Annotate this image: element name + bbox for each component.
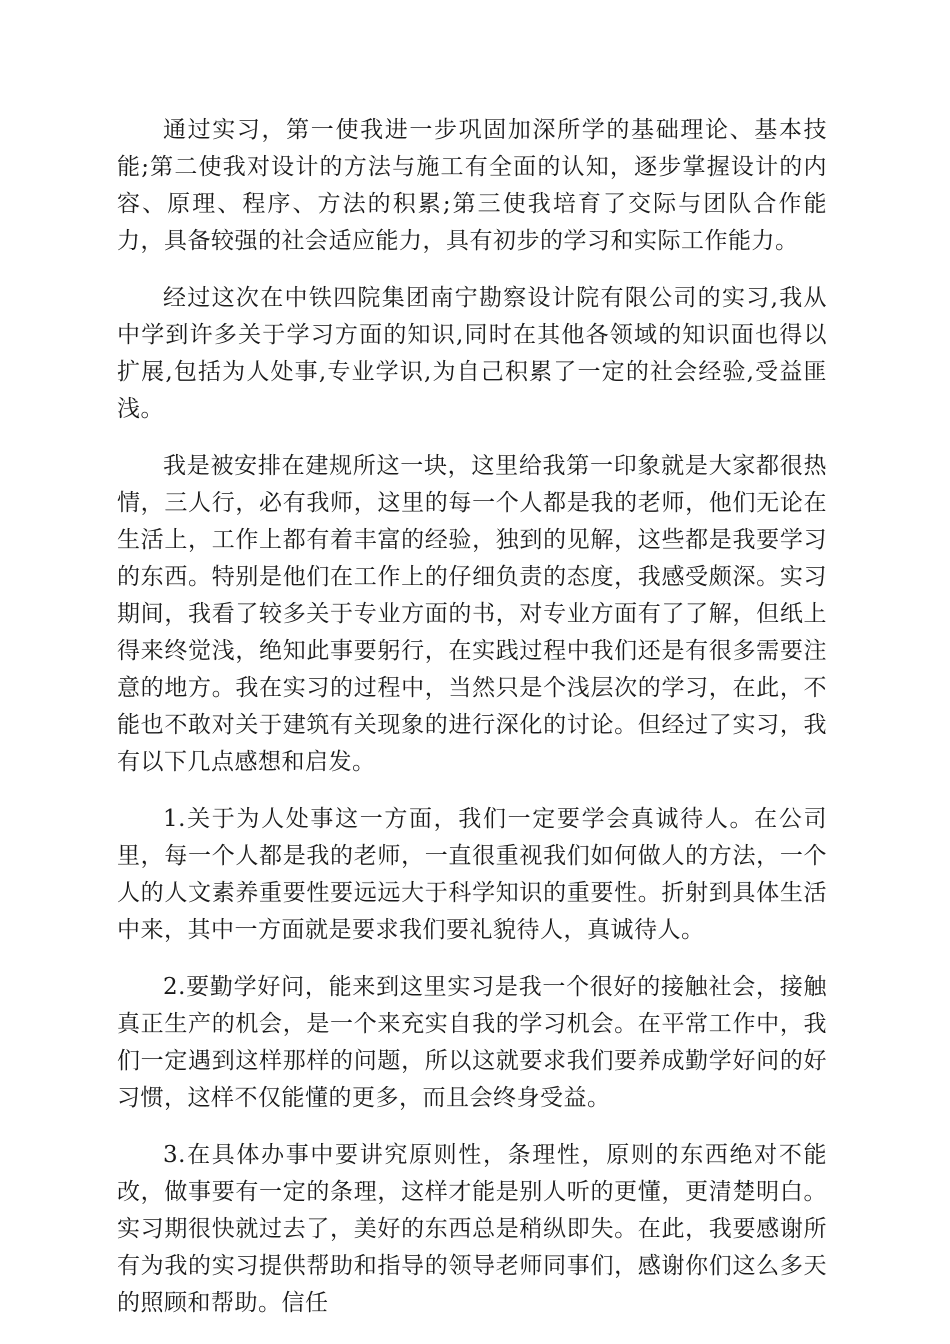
paragraph-5: 2.要勤学好问，能来到这里实习是我一个很好的接触社会，接触真正生产的机会，是一个来充实自我的学习机会。在平常工作中，我们一定遇到这样那样的问题，所以这就要求我们要养成勤学好问的好习惯，这样不仅能懂的更多，而且会终身受益。: [117, 974, 827, 1111]
paragraph-3: 我是被安排在建规所这一块，这里给我第一印象就是大家都很热情，三人行，必有我师，这里的每一个人都是我的老师，他们无论在生活上，工作上都有着丰富的经验，独到的见解，这些都是我要学习的东西。特别是他们在工作上的仔细负责的态度，我感受颇深。实习期间，我看了较多关于专业方面的书，对专业方面有了了解，但纸上得来终觉浅，绝知此事要躬行，在实践过程中我们还是有很多需要注意的地方。我在实习的过程中，当然只是个浅层次的学习，在此，不能也不敢对关于建筑有关现象的进行深化的讨论。但经过了实习，我有以下几点感想和启发。: [117, 453, 827, 775]
paragraph-2: 经过这次在中铁四院集团南宁勘察设计院有限公司的实习,我从中学到许多关于学习方面的知识,同时在其他各领域的知识面也得以扩展,包括为人处事,专业学识,为自己积累了一定的社会经验,受益匪浅。: [117, 285, 827, 422]
document-page: [117, 112, 827, 1342]
paragraph-6: 3.在具体办事中要讲究原则性，条理性，原则的东西绝对不能改，做事要有一定的条理，这样才能是别人听的更懂，更清楚明白。实习期很快就过去了，美好的东西总是稍纵即失。在此，我要感谢所有为我的实习提供帮助和指导的领导老师同事们，感谢你们这么多天的照顾和帮助。信任: [117, 1142, 827, 1316]
paragraph-4: 1.关于为人处事这一方面，我们一定要学会真诚待人。在公司里，每一个人都是我的老师，一直很重视我们如何做人的方法，一个人的人文素养重要性要远远大于科学知识的重要性。折射到具体生活中来，其中一方面就是要求我们要礼貌待人，真诚待人。: [117, 806, 827, 943]
paragraph-1: 通过实习，第一使我进一步巩固加深所学的基础理论、基本技能;第二使我对设计的方法与施工有全面的认知，逐步掌握设计的内容、原理、程序、方法的积累;第三使我培育了交际与团队合作能力，具备较强的社会适应能力，具有初步的学习和实际工作能力。: [117, 117, 827, 254]
